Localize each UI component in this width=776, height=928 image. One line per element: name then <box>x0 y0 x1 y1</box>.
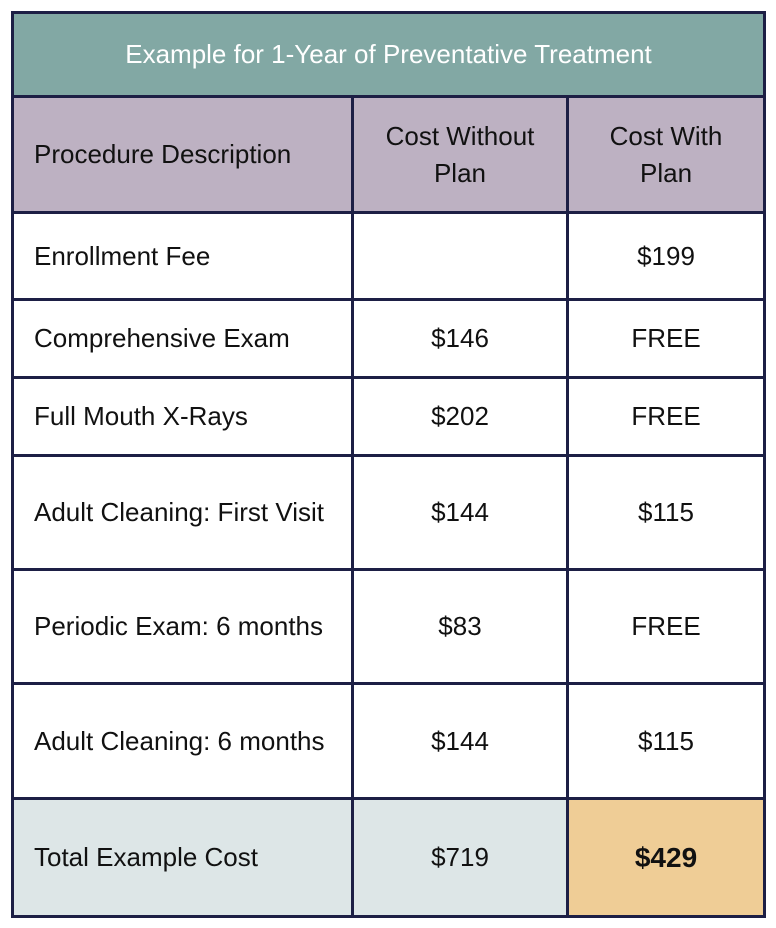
cost-without-plan: $146 <box>353 299 568 377</box>
procedure-description: Enrollment Fee <box>13 213 353 299</box>
table-row <box>13 684 765 798</box>
pricing-example-sheet <box>11 11 763 918</box>
table-header-row <box>13 97 765 213</box>
table-row <box>13 377 765 455</box>
table-row <box>13 299 765 377</box>
table-row <box>13 455 765 569</box>
table-row <box>13 570 765 684</box>
procedure-description: Adult Cleaning: 6 months <box>13 684 353 798</box>
pricing-table <box>11 11 766 918</box>
cost-with-plan: FREE <box>568 377 765 455</box>
cost-with-plan: FREE <box>568 299 765 377</box>
cost-with-plan: FREE <box>568 570 765 684</box>
cost-without-plan: $144 <box>353 684 568 798</box>
total-row <box>13 798 765 916</box>
total-cost-without-plan: $719 <box>353 798 568 916</box>
header-procedure-description: Procedure Description <box>13 97 353 213</box>
table-title-row <box>13 13 765 97</box>
cost-without-plan: $83 <box>353 570 568 684</box>
procedure-description: Full Mouth X-Rays <box>13 377 353 455</box>
cost-without-plan: $144 <box>353 455 568 569</box>
procedure-description: Adult Cleaning: First Visit <box>13 455 353 569</box>
total-label: Total Example Cost <box>13 798 353 916</box>
cost-with-plan: $115 <box>568 684 765 798</box>
procedure-description: Periodic Exam: 6 months <box>13 570 353 684</box>
cost-with-plan: $199 <box>568 213 765 299</box>
table-row <box>13 213 765 299</box>
header-cost-without-plan: Cost Without Plan <box>353 97 568 213</box>
cost-without-plan: $202 <box>353 377 568 455</box>
procedure-description: Comprehensive Exam <box>13 299 353 377</box>
table-title: Example for 1-Year of Preventative Treatment <box>13 13 765 97</box>
cost-without-plan <box>353 213 568 299</box>
total-cost-with-plan: $429 <box>568 798 765 916</box>
header-cost-with-plan: Cost With Plan <box>568 97 765 213</box>
cost-with-plan: $115 <box>568 455 765 569</box>
